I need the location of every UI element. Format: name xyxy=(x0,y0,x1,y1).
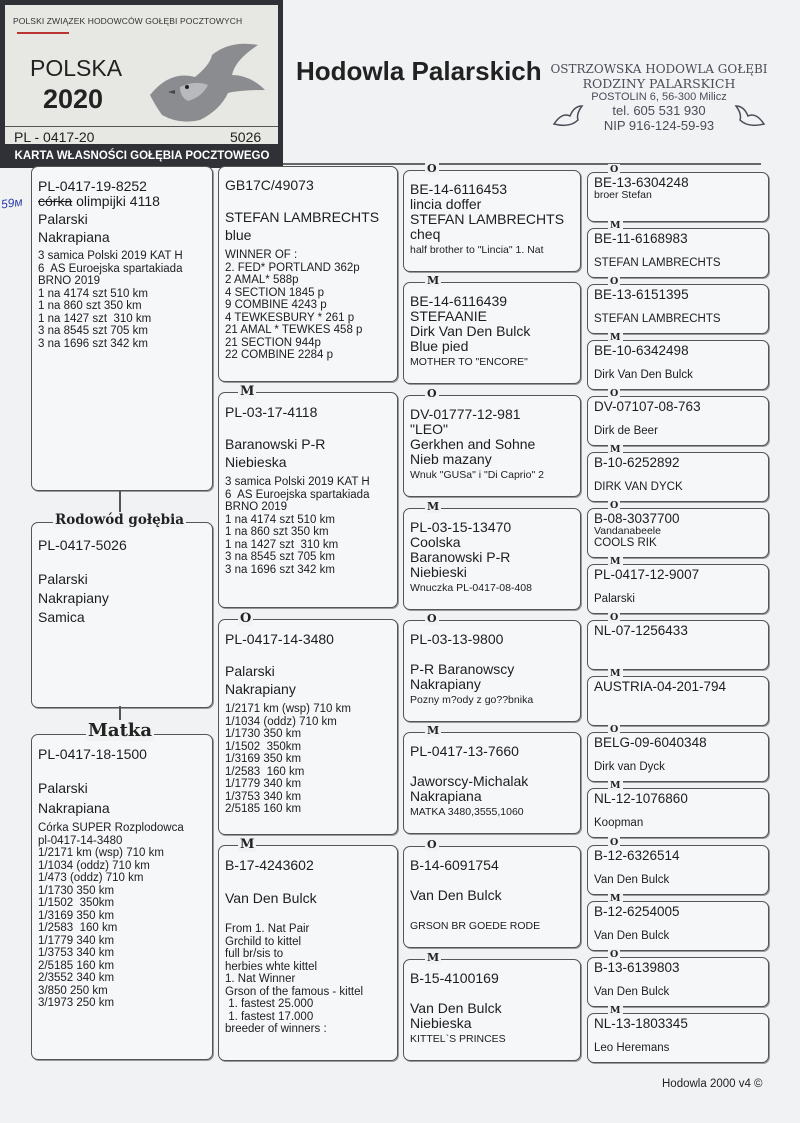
gen4-card[interactable] xyxy=(587,676,769,726)
gen4-card[interactable] xyxy=(587,620,769,670)
gen3-owner: STEFAN LAMBRECHTS xyxy=(410,211,565,227)
gen3-card[interactable] xyxy=(403,170,581,272)
gen4-owner: Van Den Bulck xyxy=(594,930,670,942)
badge-divider xyxy=(5,126,278,127)
gen3-note: half brother to "Lincia" 1. Nat xyxy=(410,244,544,256)
gen3-name: lincia doffer xyxy=(410,196,482,212)
gen3-color: Niebieska xyxy=(410,1015,472,1031)
subject-sex: Samica xyxy=(38,609,85,625)
gen3-owner: P-R Baranowscy xyxy=(410,661,515,677)
gen4-card[interactable] xyxy=(587,788,769,838)
gen4-owner: Leo Heremans xyxy=(594,1042,670,1054)
footer-version: Hodowla 2000 v4 © xyxy=(662,1078,763,1090)
gen3-ring: PL-03-15-13470 xyxy=(410,519,512,535)
gen4-card[interactable] xyxy=(587,564,769,614)
gen2-ff-ring: GB17C/49073 xyxy=(225,177,314,193)
gen4-ring: AUSTRIA-04-201-794 xyxy=(594,679,727,694)
gen4-sex-tag: O xyxy=(610,500,619,511)
gen4-ring: B-08-3037700 xyxy=(594,511,680,526)
subject-section-label: Rodowód gołębia xyxy=(55,512,184,528)
gen2-mf-owner: Palarski xyxy=(225,663,275,679)
gen2-mf-tag: O xyxy=(240,611,252,626)
gen3-ring: PL-03-13-9800 xyxy=(410,631,504,647)
pigeon-illustration xyxy=(140,35,270,130)
badge-country: POLSKA xyxy=(30,55,123,81)
gen4-ring: NL-13-1803345 xyxy=(594,1016,688,1031)
gen3-color: Niebieski xyxy=(410,564,467,580)
page-title: Hodowla Palarskich xyxy=(296,56,542,86)
gen4-ring: B-13-6139803 xyxy=(594,960,680,975)
badge-ring: PL - 0417-20 xyxy=(14,129,95,145)
gen4-ring: BE-10-6342498 xyxy=(594,343,689,358)
gen3-color: Nakrapiany xyxy=(410,676,481,692)
gen3-sex-tag: M xyxy=(427,951,440,964)
gen3-note: Wnuk "GUSa" i "Di Caprio" 2 xyxy=(410,469,544,481)
gen4-note: Vandanabeele xyxy=(594,525,661,537)
gen3-name: Coolska xyxy=(410,534,461,550)
subject-color: Nakrapiany xyxy=(38,590,109,606)
stamp-line-1: OSTRZOWSKA HODOWLA GOŁĘBI xyxy=(550,62,768,76)
gen4-sex-tag: M xyxy=(610,556,621,567)
gen4-ring: BE-13-6151395 xyxy=(594,287,689,302)
gen3-owner: Baranowski P-R xyxy=(410,549,511,565)
gen4-owner: Dirk van Dyck xyxy=(594,761,665,773)
breeder-stamp xyxy=(548,62,770,133)
gen2-mm-ring: B-17-4243602 xyxy=(225,857,314,873)
badge-panel xyxy=(5,5,278,144)
gen4-card[interactable] xyxy=(587,957,769,1007)
gen4-ring: DV-07107-08-763 xyxy=(594,399,701,414)
gen4-ring: NL-07-1256433 xyxy=(594,623,688,638)
gen4-sex-tag: O xyxy=(610,612,619,623)
gen3-owner: Van Den Bulck xyxy=(410,1000,502,1016)
gen4-sex-tag: M xyxy=(610,220,621,231)
gen3-color: cheq xyxy=(410,226,441,242)
gen3-note: MATKA 3480,3555,1060 xyxy=(410,806,524,818)
father-name xyxy=(38,194,206,209)
dove-right-icon xyxy=(734,104,766,130)
gen4-owner: Palarski xyxy=(594,593,635,605)
gen3-sex-tag: O xyxy=(427,612,437,625)
gen4-ring: B-12-6254005 xyxy=(594,904,680,919)
gen2-fm-ring: PL-03-17-4118 xyxy=(225,404,318,420)
gen2-mm-owner: Van Den Bulck xyxy=(225,890,317,906)
gen4-sex-tag: O xyxy=(610,388,619,399)
gen3-owner: Jaworscy-Michalak xyxy=(410,773,529,789)
mother-owner: Palarski xyxy=(38,780,88,796)
gen4-owner: STEFAN LAMBRECHTS xyxy=(594,313,721,325)
gen2-fm-notes: 3 samica Polski 2019 KAT H 6 AS Euroejska spartakiada BRNO 2019 1 na 4174 szt 510 km 1 na 860 szt 350 km 1 na 1427 szt 310 km 3 na 8545 szt 705 km 3 na 1696 szt 342 km xyxy=(225,476,370,576)
gen3-color: Blue pied xyxy=(410,338,469,354)
mother-ring: PL-0417-18-1500 xyxy=(38,746,147,762)
gen2-mother-father[interactable] xyxy=(218,619,398,835)
gen4-card[interactable] xyxy=(587,901,769,951)
gen3-note: GRSON BR GOEDE RODE xyxy=(410,920,541,932)
gen4-card[interactable] xyxy=(587,228,769,278)
gen4-owner: Dirk de Beer xyxy=(594,425,658,437)
gen2-fm-tag: M xyxy=(240,384,255,399)
badge-number: 5026 xyxy=(230,129,262,145)
gen2-mf-ring: PL-0417-14-3480 xyxy=(225,631,334,647)
gen3-owner: Van Den Bulck xyxy=(410,887,502,903)
badge-year: 2020 xyxy=(43,84,104,114)
father-owner: Palarski xyxy=(38,211,88,227)
gen4-sex-tag: M xyxy=(610,1005,621,1016)
father-name-text: olimpijki 4118 xyxy=(72,193,160,209)
badge-red-line xyxy=(17,32,69,34)
gen3-sex-tag: M xyxy=(427,724,440,737)
gen4-owner: Van Den Bulck xyxy=(594,986,670,998)
badge-card-title: KARTA WŁASNOŚCI GOŁĘBIA POCZTOWEGO xyxy=(14,150,270,162)
gen2-mf-notes: 1/2171 km (wsp) 710 km 1/1034 (oddz) 710 km 1/1730 350 km 1/1502 350km 1/3169 350 km 1/2583 160 km 1/1779 340 km 1/3753 340 km 2/5185 160 km xyxy=(225,703,351,815)
father-card[interactable] xyxy=(31,166,213,491)
gen3-card[interactable] xyxy=(403,732,581,834)
father-name-struck: córka xyxy=(38,193,73,209)
gen3-ring: BE-14-6116453 xyxy=(410,181,508,197)
mother-color: Nakrapiana xyxy=(38,800,110,816)
father-color: Nakrapiana xyxy=(38,229,110,245)
gen4-sex-tag: M xyxy=(610,893,621,904)
gen3-note: MOTHER TO "ENCORE" xyxy=(410,356,528,368)
gen4-sex-tag: M xyxy=(610,332,621,343)
gen4-card[interactable] xyxy=(587,284,769,334)
gen3-card[interactable] xyxy=(403,846,581,948)
gen4-sex-tag: M xyxy=(610,444,621,455)
gen3-ring: DV-01777-12-981 xyxy=(410,406,521,422)
gen4-ring: BE-13-6304248 xyxy=(594,175,689,190)
mother-label: Matka xyxy=(88,720,153,741)
gen4-card[interactable] xyxy=(587,396,769,446)
gen4-ring: BE-11-6168983 xyxy=(594,231,688,246)
gen2-father-father[interactable] xyxy=(218,166,398,382)
gen2-ff-owner: STEFAN LAMBRECHTS xyxy=(225,209,380,225)
gen3-owner: Gerkhen and Sohne xyxy=(410,436,536,452)
header-rule xyxy=(283,163,761,165)
gen4-owner: Koopman xyxy=(594,817,644,829)
gen3-ring: BE-14-6116439 xyxy=(410,293,508,309)
gen3-card[interactable] xyxy=(403,620,581,722)
gen3-sex-tag: O xyxy=(427,162,437,175)
gen3-note: Wnuczka PL-0417-08-408 xyxy=(410,582,532,594)
gen4-owner: STEFAN LAMBRECHTS xyxy=(594,257,721,269)
subject-ring: PL-0417-5026 xyxy=(38,537,127,553)
gen3-sex-tag: O xyxy=(427,387,437,400)
gen3-name: STEFAANIE xyxy=(410,308,488,324)
gen4-sex-tag: O xyxy=(610,837,619,848)
stamp-line-2: RODZINY PALARSKICH xyxy=(582,76,736,91)
gen4-sex-tag: O xyxy=(610,949,619,960)
gen4-owner: Van Den Bulck xyxy=(594,874,670,886)
gen3-card[interactable] xyxy=(403,395,581,497)
gen4-owner: Dirk Van Den Bulck xyxy=(594,369,693,381)
gen4-card[interactable] xyxy=(587,732,769,782)
gen4-sex-tag: O xyxy=(610,724,619,735)
margin-handwritten-note: 59м xyxy=(0,194,24,212)
badge-association: POLSKI ZWIĄZEK HODOWCÓW GOŁĘBI POCZTOWYCH xyxy=(13,16,243,26)
gen4-ring: PL-0417-12-9007 xyxy=(594,567,700,582)
mother-notes: Córka SUPER Rozplodowca pl-0417-14-3480 1/2171 km (wsp) 710 km 1/1034 (oddz) 710 km 1/473 (oddz) 710 km 1/1730 350 km 1/1502 350km 1/3169 350 km 1/2583 160 km 1/1779 340 km 1/3753 340 km 2/5185 160 km 2/3552 340 km 3/850 250 km 3/1973 250 km xyxy=(38,822,184,1009)
gen4-card[interactable] xyxy=(587,340,769,390)
gen4-card[interactable] xyxy=(587,172,769,222)
gen3-card[interactable] xyxy=(403,959,581,1061)
gen4-sex-tag: O xyxy=(610,276,619,287)
gen4-owner: DIRK VAN DYCK xyxy=(594,481,683,493)
dove-left-icon xyxy=(552,104,584,130)
gen2-mf-color: Nakrapiany xyxy=(225,681,296,697)
gen3-note: KITTEL`S PRINCES xyxy=(410,1033,506,1045)
gen4-sex-tag: M xyxy=(610,668,621,679)
stamp-line-4: tel. 605 531 930 xyxy=(612,103,706,118)
gen4-ring: B-10-6252892 xyxy=(594,455,680,470)
gen3-owner: Dirk Van Den Bulck xyxy=(410,323,531,339)
gen2-mother-mother[interactable] xyxy=(218,845,398,1061)
gen4-card[interactable] xyxy=(587,508,769,558)
gen4-card[interactable] xyxy=(587,452,769,502)
ownership-card-badge xyxy=(0,0,283,168)
gen2-mm-tag: M xyxy=(240,837,255,852)
gen4-sex-tag: M xyxy=(610,780,621,791)
gen4-owner: COOLS RIK xyxy=(594,536,657,549)
gen3-ring: B-14-6091754 xyxy=(410,857,499,873)
gen2-ff-color: blue xyxy=(225,227,252,243)
gen3-color: Nakrapiana xyxy=(410,788,482,804)
gen4-ring: NL-12-1076860 xyxy=(594,791,688,806)
gen4-card[interactable] xyxy=(587,845,769,895)
father-notes: 3 samica Polski 2019 KAT H 6 AS Euroejska spartakiada BRNO 2019 1 na 4174 szt 510 km 1 na 860 szt 350 km 1 na 1427 szt 310 km 3 na 8545 szt 705 km 3 na 1696 szt 342 km xyxy=(38,250,183,350)
gen2-ff-notes: WINNER OF : 2. FED* PORTLAND 362p 2 AMAL* 588p 4 SECTION 1845 p 9 COMBINE 4243 p 4 TEWKESBURY * 261 p 21 AMAL * TEWKES 458 p 21 SECTION 944p 22 COMBINE 2284 p xyxy=(225,249,363,361)
gen2-fm-owner: Baranowski P-R xyxy=(225,436,326,452)
gen2-father-mother[interactable] xyxy=(218,392,398,608)
gen2-fm-color: Niebieska xyxy=(225,454,287,470)
gen2-mm-notes: From 1. Nat Pair Grchild to kittel full br/sis to herbies whte kittel 1. Nat Winner Grson of the famous - kittel 1. fastest 25.000 1. fastest 17.000 breeder of winners : xyxy=(225,923,364,1035)
stamp-line-3: POSTOLIN 6, 56-300 Milicz xyxy=(591,91,727,103)
subject-card[interactable] xyxy=(31,522,213,708)
gen3-sex-tag: M xyxy=(427,274,440,287)
gen3-card[interactable] xyxy=(403,282,581,384)
gen3-ring: PL-0417-13-7660 xyxy=(410,743,519,759)
gen3-sex-tag: O xyxy=(427,838,437,851)
gen3-card[interactable] xyxy=(403,508,581,610)
gen4-sex-tag: O xyxy=(610,164,619,175)
stamp-line-5: NIP 916-124-59-93 xyxy=(603,118,715,133)
gen4-ring: B-12-6326514 xyxy=(594,848,680,863)
gen3-ring: B-15-4100169 xyxy=(410,970,499,986)
gen4-note: broer Stefan xyxy=(594,189,652,201)
father-ring: PL-0417-19-8252 xyxy=(38,178,147,194)
mother-card[interactable] xyxy=(31,734,213,1060)
gen3-name: "LEO" xyxy=(410,421,448,437)
gen3-sex-tag: M xyxy=(427,500,440,513)
gen3-color: Nieb mazany xyxy=(410,451,492,467)
gen4-ring: BELG-09-6040348 xyxy=(594,735,707,750)
gen3-note: Pozny m?ody z go??bnika xyxy=(410,694,534,706)
subject-owner: Palarski xyxy=(38,571,88,587)
gen4-card[interactable] xyxy=(587,1013,769,1063)
